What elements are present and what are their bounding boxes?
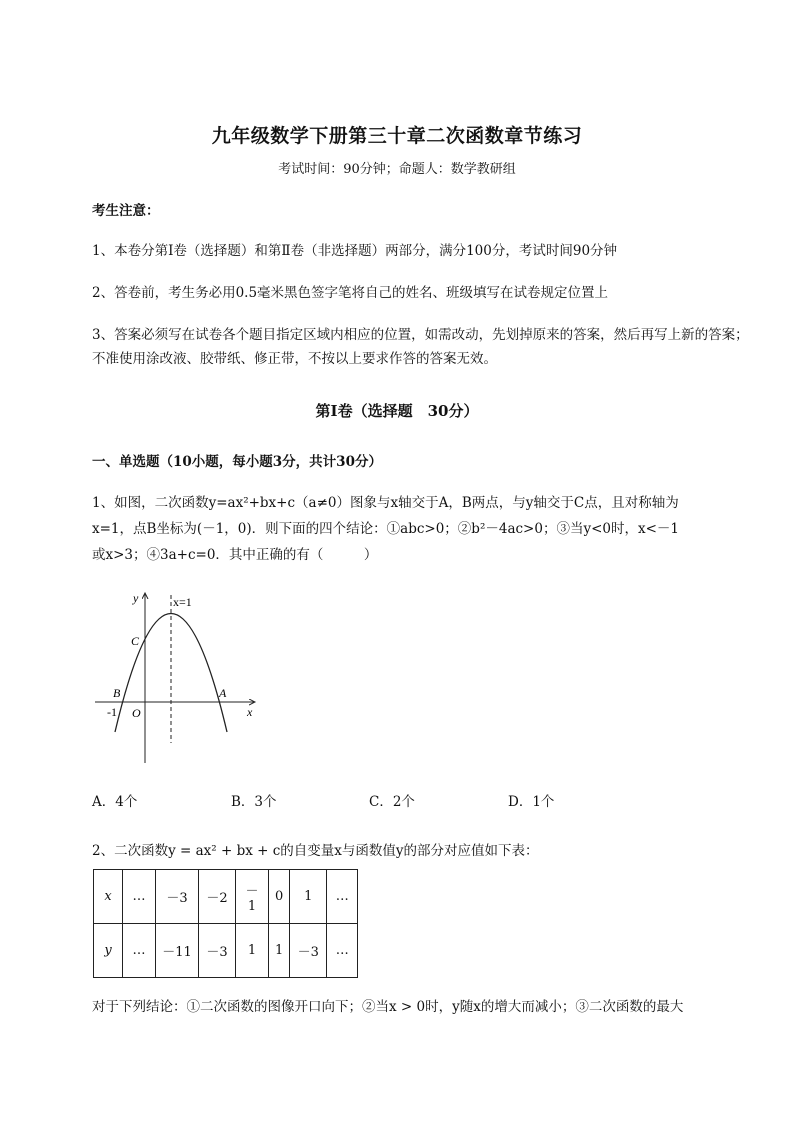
notice-item: 3、答案必须写在试卷各个题目指定区域内相应的位置，如需改动，先划掉原来的答案，然后再写上新的答案；不准使用涂改液、胶带纸、修正带，不按以上要求作答的答案无效。	[92, 327, 749, 367]
table-row	[94, 924, 358, 978]
minus-one-label: -1	[107, 705, 117, 719]
table-cell: …	[123, 870, 156, 924]
table-cell: 1	[269, 924, 290, 978]
table-cell: －3	[290, 924, 327, 978]
value-table	[93, 869, 358, 978]
notice-heading: 考生注意：	[92, 203, 160, 219]
question-1-line: 1、如图，二次函数y=ax²+bx+c（a≠0）图象与x轴交于A，B两点，与y轴交于C点，且对称轴为	[92, 495, 679, 511]
table-cell: 1	[290, 870, 327, 924]
option-b: B．3个	[231, 794, 277, 810]
table-cell: －11	[156, 924, 199, 978]
y-label: y	[133, 591, 139, 605]
table-cell: －3	[156, 870, 199, 924]
option-d: D．1个	[508, 794, 555, 810]
page-title: 九年级数学下册第三十章二次函数章节练习	[211, 125, 583, 147]
option-a: A．4个	[92, 794, 138, 810]
parabola-graph	[95, 585, 270, 765]
question-2-conclusion: 对于下列结论：①二次函数的图像开口向下；②当x > 0时，y随x的增大而减小；③二次函数的最大	[92, 999, 684, 1015]
table-cell: 0	[269, 870, 290, 924]
exam-info: 考试时间：90分钟；命题人：数学教研组	[278, 162, 516, 177]
section-title: 第I卷（选择题 30分）	[315, 402, 479, 420]
table-cell: …	[123, 924, 156, 978]
point-c-label: C	[131, 634, 140, 648]
table-cell: …	[327, 924, 358, 978]
table-cell: y	[104, 943, 112, 958]
part-title: 一、单选题（10小题，每小题3分，共计30分）	[92, 454, 382, 470]
notice-item: 1、本卷分第I卷（选择题）和第Ⅱ卷（非选择题）两部分，满分100分，考试时间90分钟	[92, 243, 618, 259]
symmetry-label: x=1	[173, 595, 192, 609]
option-c: C．2个	[369, 794, 415, 810]
x-label: x	[247, 705, 253, 719]
table-cell: －2	[199, 870, 236, 924]
table-row	[94, 870, 358, 924]
question-1-line: x=1，点B坐标为(－1，0)．则下面的四个结论：①abc>0；②b²－4ac>0；③当y<0时，x<－1	[92, 521, 679, 537]
table-cell: 1	[236, 924, 269, 978]
question-2-stem: 2、二次函数y = ax² + bx + c的自变量x与函数值y的部分对应值如下表：	[92, 843, 539, 859]
point-b-label: B	[113, 686, 121, 700]
table-cell: x	[104, 889, 112, 904]
table-cell: －1	[236, 870, 269, 924]
origin-label: O	[132, 706, 141, 720]
question-1-line: 或x>3；④3a+c=0．其中正确的有（ ）	[92, 547, 378, 563]
table-cell: －3	[199, 924, 236, 978]
table-cell: …	[327, 870, 358, 924]
notice-item: 2、答卷前，考生务必用0.5毫米黑色签字笔将自己的姓名、班级填写在试卷规定位置上	[92, 285, 609, 301]
point-a-label: A	[219, 686, 227, 700]
